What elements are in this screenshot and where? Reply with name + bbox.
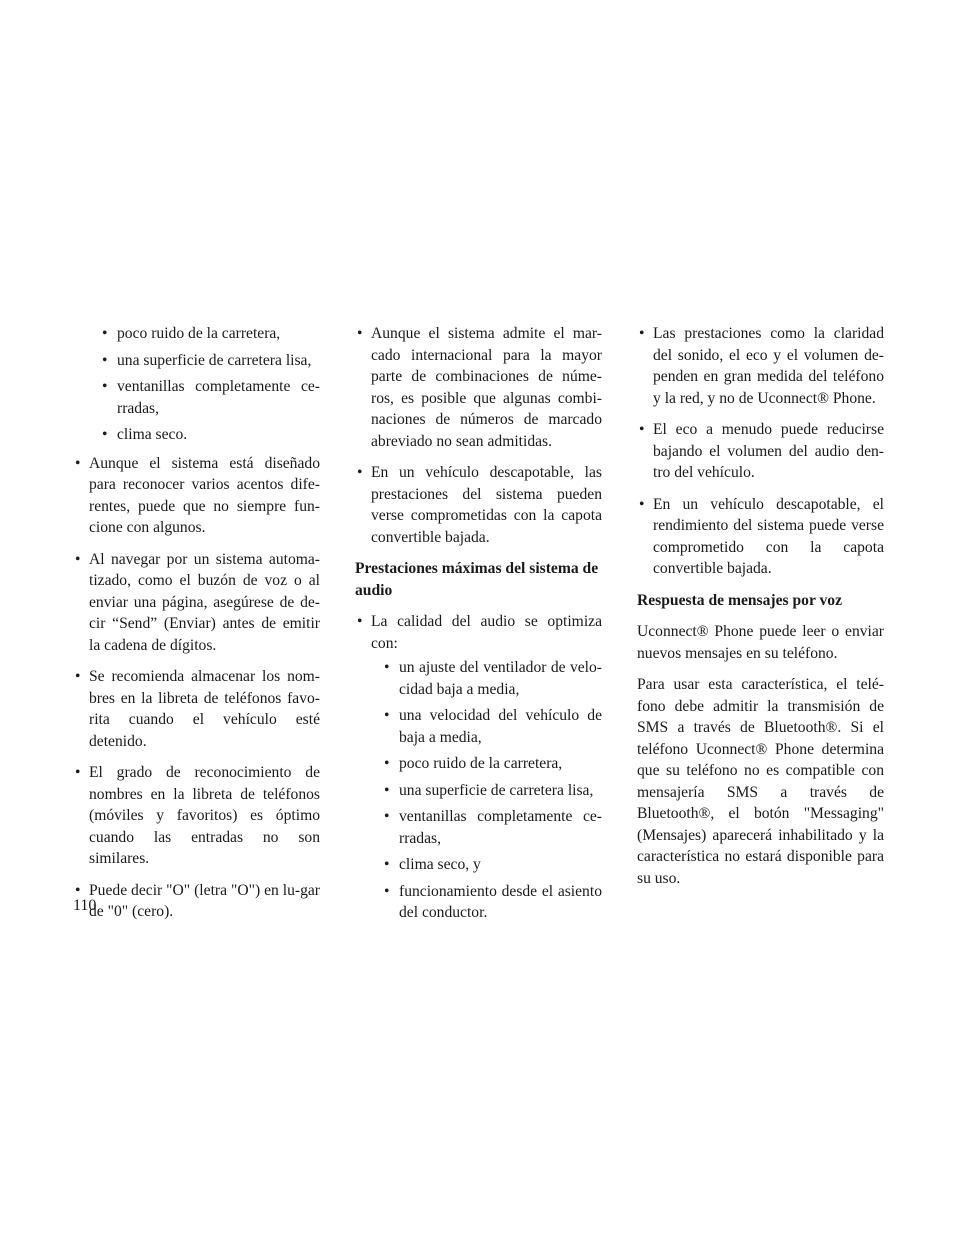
sub-bullet-smooth-road: • una superficie de carretera lisa,: [100, 350, 320, 372]
sub-bullet-road-noise: • poco ruido de la carretera,: [382, 753, 602, 775]
sub-bullet-vehicle-speed: • una velocidad del vehículo de baja a media,: [382, 705, 602, 748]
bullet-convertible: • En un vehículo descapotable, el rendimiento del sistema puede verse comprometido con la capota convertible bajada.: [637, 494, 884, 580]
section-heading-audio: Prestaciones máximas del sistema de audio: [355, 560, 599, 599]
paragraph-read-send: Uconnect® Phone puede leer o enviar nuevos mensajes en su teléfono.: [637, 623, 884, 662]
bullet-sound-clarity: • Las prestaciones como la claridad del sonido, el eco y el volumen de-penden en gran medida del teléfono y la red, y no de Uconnect® Phone.: [637, 323, 884, 409]
bullet-accents: • Aunque el sistema está diseñado para reconocer varios acentos dife-rentes, puede que no siempre fun-cione con algunos.: [73, 453, 320, 539]
bullet-name-recognition: • El grado de reconocimiento de nombres en la libreta de teléfonos (móviles y favoritos) es óptimo cuando las entradas no son similares.: [73, 762, 320, 870]
bullet-store-names: • Se recomienda almacenar los nom-bres en la libreta de teléfonos favo-rita cuando el vehículo esté detenido.: [73, 666, 320, 752]
paragraph-sms-bluetooth: Para usar esta característica, el telé-fono debe admitir la transmisión de SMS a través de Bluetooth®. Si el teléfono Uconnect® Phone determina que su teléfono no es compatible con mensajería SMS a través de Bluetooth®, el botón "Messaging" (Mensajes) aparecerá inhabilitado y la característica no estará disponible para su uso.: [637, 676, 884, 887]
sub-bullet-windows-closed: • ventanillas completamente ce-rradas,: [382, 806, 602, 849]
bullet-international-dialing: • Aunque el sistema admite el mar-cado internacional para la mayor parte de combinaciones de núme-ros, es posible que algunas combi-naciones de números de marcado abreviado no sean admitidas.: [355, 323, 602, 452]
sub-bullet-dry-weather: • clima seco.: [100, 424, 320, 446]
sub-bullet-windows-closed: • ventanillas completamente ce-rradas,: [100, 376, 320, 419]
sub-bullet-fan-speed: • un ajuste del ventilador de velo-cidad baja a media,: [382, 657, 602, 700]
page-number: 110: [73, 897, 97, 914]
bullet-convertible: • En un vehículo descapotable, las prestaciones del sistema pueden verse comprometidas con la capota convertible bajada.: [355, 462, 602, 548]
bullet-audio-quality: • La calidad del audio se optimiza con:: [355, 611, 602, 654]
bullet-letter-o: • Puede decir "O" (letra "O") en lu-gar de "0" (cero).: [73, 880, 320, 923]
sub-bullet-smooth-road: • una superficie de carretera lisa,: [382, 780, 602, 802]
column-middle: [355, 323, 602, 929]
section-heading-voice-messages: Respuesta de mensajes por voz: [637, 591, 843, 609]
column-right: [637, 323, 884, 899]
column-left: [73, 323, 320, 933]
sub-bullet-road-noise: • poco ruido de la carretera,: [100, 323, 320, 345]
sub-bullet-dry-weather: • clima seco, y: [382, 854, 602, 876]
bullet-automated-system: • Al navegar por un sistema automa-tizado, como el buzón de voz o al enviar una página, asegúrese de de-cir “Send” (Enviar) antes de emitir la cadena de dígitos.: [73, 549, 320, 657]
bullet-echo: • El eco a menudo puede reducirse bajando el volumen del audio den-tro del vehículo.: [637, 419, 884, 484]
sub-bullet-driver-seat: • funcionamiento desde el asiento del conductor.: [382, 881, 602, 924]
